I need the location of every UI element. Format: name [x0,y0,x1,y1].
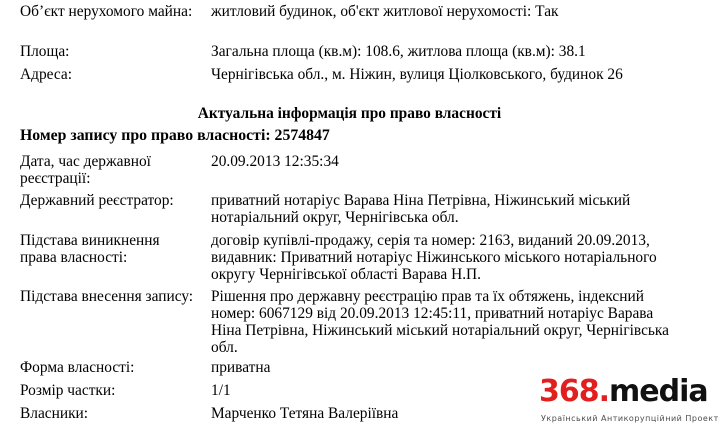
label-state-registrar: Державний реєстратор: [20,192,174,209]
value-registration-date: 20.09.2013 12:35:34 [211,153,339,170]
label-entry-basis: Підстава внесення запису: [20,288,194,305]
value-ownership-form: приватна [211,359,271,376]
label-address: Адреса: [20,66,72,83]
value-ownership-basis: договір купівлі-продажу, серія та номер: 2163, виданий 20.09.2013, видавник: Приватний нотаріус Ніжинського міського нотаріального округу Чернігівської області Варава Н.П. [211,232,657,283]
value-state-registrar: приватний нотаріус Варава Ніна Петрівна, Ніжинський міський нотаріальний округ, Чернігівська обл. [211,192,631,226]
label-share-size: Розмір частки: [20,382,116,399]
watermark-subtitle: Український Антикорупційний Проект [541,414,719,423]
watermark-media: media [609,374,708,409]
label-area: Площа: [20,43,70,60]
value-share-size: 1/1 [211,382,231,399]
record-number: Номер запису про право власності: 2574847 [20,127,330,144]
value-address: Чернігівська обл., м. Ніжин, вулиця Ціолковського, будинок 26 [211,66,623,83]
section-heading: Актуальна інформація про право власності [197,105,502,122]
value-entry-basis: Рішення про державну реєстрацію прав та їх обтяжень, індексний номер: 6067129 від 20.09.2013 12:45:11, приватний нотаріус Варава Ніна Петрівна, Ніжинський міський нотаріальний округ, Чернігівська обл. [211,288,670,356]
value-owners: Марченко Тетяна Валеріївна [211,405,399,422]
watermark-number: 368 [539,374,599,409]
label-ownership-basis: Підстава виникнення права власності: [20,232,160,266]
label-registration-date: Дата, час державної реєстрації: [20,153,151,187]
watermark-logo [539,372,719,432]
label-owners: Власники: [20,405,89,422]
watermark-dot: . [598,374,610,409]
label-ownership-form: Форма власності: [20,359,135,376]
label-property-object: Об’єкт нерухомого майна: [20,3,193,20]
value-area: Загальна площа (кв.м): 108.6, житлова площа (кв.м): 38.1 [211,43,586,60]
value-property-object: житловий будинок, об'єкт житлової нерухомості: Так [211,3,559,20]
watermark-brand [539,374,708,410]
